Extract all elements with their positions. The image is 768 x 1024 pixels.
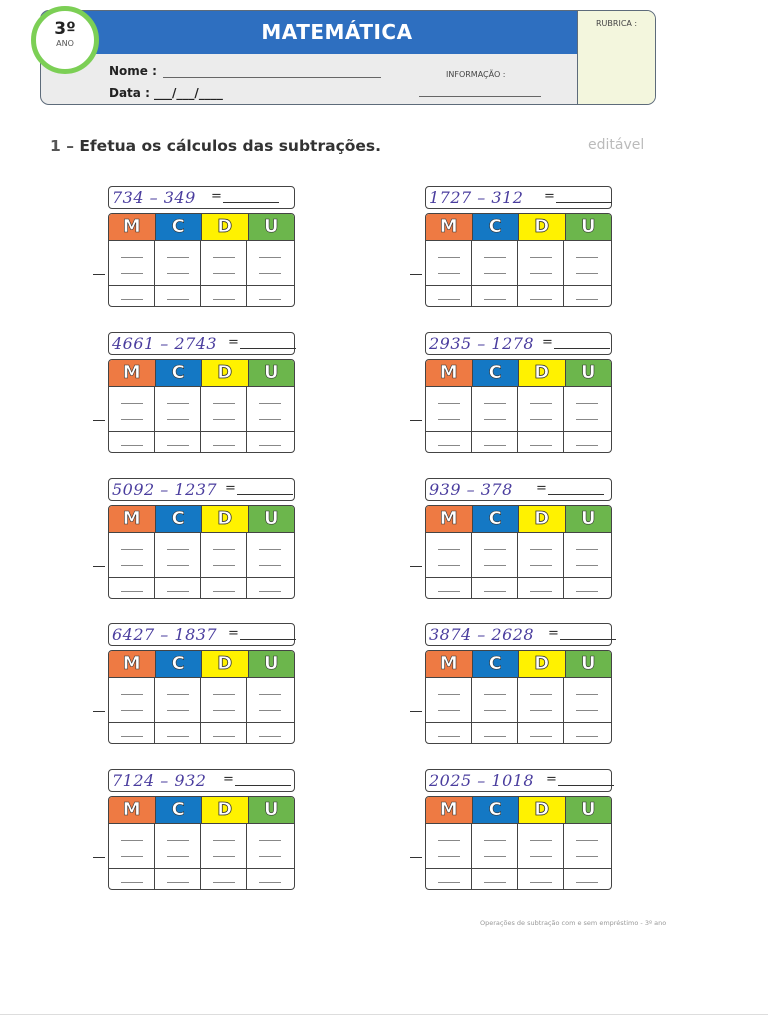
header-unidades: U — [566, 651, 612, 677]
digit-write-line[interactable] — [121, 565, 143, 566]
subtraction-exercise — [410, 332, 610, 457]
grid-column-divider — [563, 678, 564, 743]
place-value-grid — [108, 213, 295, 307]
expression-text: 2935 – 1278 — [429, 334, 535, 353]
grid-column-divider — [471, 241, 472, 306]
digit-write-line[interactable] — [484, 710, 506, 711]
digit-write-line[interactable] — [530, 299, 552, 300]
header-centenas: C — [156, 797, 203, 823]
digit-write-line[interactable] — [576, 591, 598, 592]
digit-write-line[interactable] — [121, 882, 143, 883]
subtraction-exercise — [410, 186, 610, 311]
header-milhares: M — [426, 214, 473, 240]
digit-write-line[interactable] — [438, 257, 460, 258]
place-value-grid — [425, 213, 612, 307]
place-value-grid — [108, 650, 295, 744]
place-value-grid — [108, 359, 295, 453]
answer-blank[interactable] — [548, 494, 604, 495]
answer-blank[interactable] — [237, 494, 293, 495]
header-centenas: C — [156, 214, 203, 240]
subtraction-exercise — [93, 186, 293, 311]
grid-column-divider — [471, 824, 472, 889]
result-divider — [109, 722, 294, 723]
header-centenas: C — [156, 651, 203, 677]
digit-write-line[interactable] — [259, 565, 281, 566]
digit-write-line[interactable] — [576, 273, 598, 274]
digit-write-line[interactable] — [438, 882, 460, 883]
grid-column-divider — [517, 533, 518, 598]
place-value-grid — [108, 505, 295, 599]
answer-blank[interactable] — [556, 202, 612, 203]
digit-write-line[interactable] — [259, 591, 281, 592]
header-dezenas: D — [519, 360, 566, 386]
digit-write-line[interactable] — [121, 549, 143, 550]
digit-write-line[interactable] — [438, 419, 460, 420]
digit-write-line[interactable] — [484, 549, 506, 550]
header-dezenas: D — [202, 506, 249, 532]
grid-header-row — [109, 506, 294, 533]
digit-write-line[interactable] — [213, 565, 235, 566]
digit-write-line[interactable] — [213, 840, 235, 841]
digit-write-line[interactable] — [576, 710, 598, 711]
header-unidades: U — [566, 214, 612, 240]
digit-write-line[interactable] — [484, 257, 506, 258]
digit-write-line[interactable] — [259, 549, 281, 550]
grid-header-row — [426, 360, 611, 387]
digit-write-line[interactable] — [484, 856, 506, 857]
digit-write-line[interactable] — [167, 257, 189, 258]
digit-write-line[interactable] — [121, 419, 143, 420]
digit-write-line[interactable] — [438, 591, 460, 592]
header-dezenas: D — [202, 360, 249, 386]
digit-write-line[interactable] — [484, 273, 506, 274]
header-unidades: U — [566, 797, 612, 823]
grid-column-divider — [154, 678, 155, 743]
grid-column-divider — [200, 824, 201, 889]
digit-write-line[interactable] — [167, 273, 189, 274]
grid-column-divider — [154, 241, 155, 306]
digit-write-line[interactable] — [121, 403, 143, 404]
equals-sign: = — [542, 335, 553, 350]
minus-sign — [93, 711, 105, 712]
digit-write-line[interactable] — [259, 257, 281, 258]
digit-write-line[interactable] — [438, 445, 460, 446]
digit-write-line[interactable] — [484, 736, 506, 737]
instruction-dash: – — [60, 137, 80, 155]
digit-write-line[interactable] — [213, 299, 235, 300]
minus-sign — [93, 857, 105, 858]
digit-write-line[interactable] — [259, 419, 281, 420]
grid-column-divider — [154, 533, 155, 598]
result-divider — [426, 285, 611, 286]
digit-write-line[interactable] — [576, 694, 598, 695]
grid-column-divider — [471, 533, 472, 598]
result-divider — [109, 285, 294, 286]
footer-caption: Operações de subtração com e sem empréstimo - 3º ano — [480, 919, 667, 927]
result-divider — [426, 868, 611, 869]
header-milhares: M — [426, 506, 473, 532]
digit-write-line[interactable] — [213, 445, 235, 446]
equals-sign: = — [544, 189, 555, 204]
result-divider — [109, 431, 294, 432]
expression-box[interactable] — [425, 186, 612, 209]
digit-write-line[interactable] — [259, 403, 281, 404]
digit-write-line[interactable] — [576, 419, 598, 420]
header-milhares: M — [109, 360, 156, 386]
nome-label: Nome : — [109, 64, 157, 78]
digit-write-line[interactable] — [167, 419, 189, 420]
digit-write-line[interactable] — [167, 591, 189, 592]
digit-write-line[interactable] — [438, 403, 460, 404]
minus-sign — [410, 857, 422, 858]
expression-text: 939 – 378 — [429, 480, 513, 499]
header-milhares: M — [109, 651, 156, 677]
digit-write-line[interactable] — [484, 565, 506, 566]
header-unidades: U — [566, 360, 612, 386]
equals-sign: = — [211, 189, 222, 204]
expression-box[interactable] — [425, 769, 612, 792]
subtraction-exercise — [410, 769, 610, 894]
grid-column-divider — [246, 387, 247, 452]
digit-write-line[interactable] — [213, 736, 235, 737]
minus-sign — [410, 420, 422, 421]
digit-write-line[interactable] — [167, 882, 189, 883]
digit-write-line[interactable] — [167, 403, 189, 404]
header-dezenas: D — [202, 651, 249, 677]
rubrica-label: RUBRICA : — [596, 19, 638, 28]
subtraction-exercise — [93, 478, 293, 603]
digit-write-line[interactable] — [576, 882, 598, 883]
grid-header-row — [426, 506, 611, 533]
equals-sign: = — [228, 335, 239, 350]
digit-write-line[interactable] — [530, 419, 552, 420]
digit-write-line[interactable] — [438, 694, 460, 695]
instruction-text: Efetua os cálculos das subtrações. — [79, 137, 382, 155]
digit-write-line[interactable] — [530, 694, 552, 695]
digit-write-line[interactable] — [259, 299, 281, 300]
digit-write-line[interactable] — [530, 445, 552, 446]
grid-column-divider — [563, 241, 564, 306]
digit-write-line[interactable] — [530, 710, 552, 711]
digit-write-line[interactable] — [121, 694, 143, 695]
grid-header-row — [426, 651, 611, 678]
expression-text: 734 – 349 — [112, 188, 196, 207]
digit-write-line[interactable] — [530, 856, 552, 857]
expression-text: 7124 – 932 — [112, 771, 207, 790]
header-dezenas: D — [519, 506, 566, 532]
expression-box[interactable] — [425, 332, 612, 355]
digit-write-line[interactable] — [167, 736, 189, 737]
digit-write-line[interactable] — [530, 549, 552, 550]
digit-write-line[interactable] — [530, 736, 552, 737]
digit-write-line[interactable] — [438, 856, 460, 857]
expression-text: 5092 – 1237 — [112, 480, 218, 499]
informacao-label: INFORMAÇÃO : — [446, 70, 506, 79]
digit-write-line[interactable] — [259, 840, 281, 841]
digit-write-line[interactable] — [121, 591, 143, 592]
equals-sign: = — [225, 481, 236, 496]
digit-write-line[interactable] — [576, 736, 598, 737]
result-divider — [109, 868, 294, 869]
digit-write-line[interactable] — [438, 273, 460, 274]
rubrica-box[interactable] — [577, 11, 656, 105]
digit-write-line[interactable] — [484, 591, 506, 592]
digit-write-line[interactable] — [167, 549, 189, 550]
equals-sign: = — [228, 626, 239, 641]
digit-write-line[interactable] — [259, 882, 281, 883]
digit-write-line[interactable] — [530, 591, 552, 592]
grade-number: 3º — [54, 19, 76, 39]
answer-blank[interactable] — [554, 348, 610, 349]
digit-write-line[interactable] — [213, 257, 235, 258]
digit-write-line[interactable] — [530, 273, 552, 274]
digit-write-line[interactable] — [259, 710, 281, 711]
digit-write-line[interactable] — [530, 403, 552, 404]
expression-text: 6427 – 1837 — [112, 625, 218, 644]
answer-blank[interactable] — [235, 785, 291, 786]
digit-write-line[interactable] — [576, 257, 598, 258]
digit-write-line[interactable] — [213, 694, 235, 695]
answer-blank[interactable] — [223, 202, 279, 203]
digit-write-line[interactable] — [576, 840, 598, 841]
digit-write-line[interactable] — [484, 419, 506, 420]
grid-column-divider — [563, 387, 564, 452]
grid-column-divider — [471, 678, 472, 743]
page-bottom-divider — [0, 1014, 768, 1015]
minus-sign — [93, 420, 105, 421]
digit-write-line[interactable] — [576, 565, 598, 566]
grid-column-divider — [200, 533, 201, 598]
digit-write-line[interactable] — [167, 856, 189, 857]
header-milhares: M — [426, 360, 473, 386]
digit-write-line[interactable] — [438, 299, 460, 300]
header-centenas: C — [473, 797, 520, 823]
digit-write-line[interactable] — [576, 549, 598, 550]
digit-write-line[interactable] — [576, 445, 598, 446]
expression-box[interactable] — [108, 769, 295, 792]
digit-write-line[interactable] — [576, 403, 598, 404]
grid-column-divider — [517, 241, 518, 306]
grid-header-row — [109, 214, 294, 241]
minus-sign — [93, 274, 105, 275]
grade-label: ANO — [56, 39, 74, 48]
nome-field-line[interactable] — [163, 77, 381, 78]
grid-column-divider — [563, 533, 564, 598]
digit-write-line[interactable] — [438, 565, 460, 566]
subtraction-exercise — [93, 769, 293, 894]
header-dezenas: D — [519, 797, 566, 823]
digit-write-line[interactable] — [576, 299, 598, 300]
digit-write-line[interactable] — [213, 273, 235, 274]
digit-write-line[interactable] — [484, 694, 506, 695]
grid-header-row — [109, 651, 294, 678]
digit-write-line[interactable] — [438, 710, 460, 711]
header-dezenas: D — [202, 214, 249, 240]
header-centenas: C — [156, 360, 203, 386]
digit-write-line[interactable] — [259, 736, 281, 737]
header-dezenas: D — [519, 214, 566, 240]
expression-box[interactable] — [108, 623, 295, 646]
grid-header-row — [426, 797, 611, 824]
digit-write-line[interactable] — [121, 299, 143, 300]
digit-write-line[interactable] — [167, 840, 189, 841]
digit-write-line[interactable] — [438, 840, 460, 841]
digit-write-line[interactable] — [259, 273, 281, 274]
header-dezenas: D — [519, 651, 566, 677]
grid-column-divider — [246, 678, 247, 743]
grade-badge — [31, 6, 99, 74]
digit-write-line[interactable] — [213, 419, 235, 420]
answer-blank[interactable] — [240, 639, 296, 640]
expression-box[interactable] — [425, 478, 612, 501]
digit-write-line[interactable] — [213, 591, 235, 592]
worksheet-header — [40, 10, 656, 105]
grid-column-divider — [200, 387, 201, 452]
digit-write-line[interactable] — [530, 565, 552, 566]
expression-box[interactable] — [108, 186, 295, 209]
digit-write-line[interactable] — [167, 445, 189, 446]
digit-write-line[interactable] — [121, 736, 143, 737]
equals-sign: = — [536, 481, 547, 496]
instruction-number: 1 — [50, 137, 61, 155]
digit-write-line[interactable] — [213, 710, 235, 711]
digit-write-line[interactable] — [259, 445, 281, 446]
digit-write-line[interactable] — [167, 710, 189, 711]
digit-write-line[interactable] — [167, 565, 189, 566]
digit-write-line[interactable] — [484, 299, 506, 300]
digit-write-line[interactable] — [213, 856, 235, 857]
answer-blank[interactable] — [560, 639, 616, 640]
header-unidades: U — [249, 360, 295, 386]
header-centenas: C — [156, 506, 203, 532]
grid-column-divider — [246, 533, 247, 598]
minus-sign — [410, 274, 422, 275]
header-centenas: C — [473, 360, 520, 386]
digit-write-line[interactable] — [121, 445, 143, 446]
equals-sign: = — [223, 772, 234, 787]
expression-text: 1727 – 312 — [429, 188, 524, 207]
digit-write-line[interactable] — [438, 549, 460, 550]
digit-write-line[interactable] — [576, 856, 598, 857]
header-milhares: M — [426, 797, 473, 823]
grid-header-row — [109, 360, 294, 387]
grid-column-divider — [246, 824, 247, 889]
grid-column-divider — [246, 241, 247, 306]
digit-write-line[interactable] — [530, 257, 552, 258]
result-divider — [426, 722, 611, 723]
digit-write-line[interactable] — [530, 840, 552, 841]
place-value-grid — [425, 650, 612, 744]
header-unidades: U — [566, 506, 612, 532]
header-dezenas: D — [202, 797, 249, 823]
digit-write-line[interactable] — [167, 694, 189, 695]
header-unidades: U — [249, 797, 295, 823]
answer-blank[interactable] — [240, 348, 296, 349]
grid-column-divider — [517, 387, 518, 452]
subtraction-exercise — [93, 332, 293, 457]
digit-write-line[interactable] — [213, 403, 235, 404]
grid-header-row — [109, 797, 294, 824]
digit-write-line[interactable] — [121, 710, 143, 711]
place-value-grid — [425, 359, 612, 453]
place-value-grid — [425, 796, 612, 890]
minus-sign — [93, 566, 105, 567]
expression-text: 3874 – 2628 — [429, 625, 535, 644]
grid-column-divider — [200, 678, 201, 743]
digit-write-line[interactable] — [484, 840, 506, 841]
header-title: MATEMÁTICA — [261, 20, 413, 44]
exercise-instruction — [50, 137, 381, 155]
header-unidades: U — [249, 214, 295, 240]
header-centenas: C — [473, 506, 520, 532]
equals-sign: = — [548, 626, 559, 641]
digit-write-line[interactable] — [484, 403, 506, 404]
digit-write-line[interactable] — [121, 840, 143, 841]
header-unidades: U — [249, 506, 295, 532]
header-unidades: U — [249, 651, 295, 677]
digit-write-line[interactable] — [438, 736, 460, 737]
digit-write-line[interactable] — [213, 549, 235, 550]
minus-sign — [410, 711, 422, 712]
expression-text: 4661 – 2743 — [112, 334, 218, 353]
grid-column-divider — [517, 678, 518, 743]
digit-write-line[interactable] — [167, 299, 189, 300]
informacao-field-line[interactable] — [419, 96, 541, 97]
editable-tag: editável — [588, 137, 645, 153]
answer-blank[interactable] — [558, 785, 614, 786]
grid-column-divider — [563, 824, 564, 889]
header-milhares: M — [109, 506, 156, 532]
header-milhares: M — [109, 797, 156, 823]
digit-write-line[interactable] — [121, 257, 143, 258]
digit-write-line[interactable] — [121, 273, 143, 274]
digit-write-line[interactable] — [484, 445, 506, 446]
place-value-grid — [108, 796, 295, 890]
digit-write-line[interactable] — [259, 694, 281, 695]
data-label: Data : ___/___/____ — [109, 86, 223, 100]
header-milhares: M — [109, 214, 156, 240]
result-divider — [109, 577, 294, 578]
expression-box[interactable] — [108, 332, 295, 355]
header-milhares: M — [426, 651, 473, 677]
expression-box[interactable] — [425, 623, 612, 646]
digit-write-line[interactable] — [213, 882, 235, 883]
subtraction-exercise — [93, 623, 293, 748]
subtraction-exercise — [410, 623, 610, 748]
grid-column-divider — [200, 241, 201, 306]
digit-write-line[interactable] — [484, 882, 506, 883]
digit-write-line[interactable] — [121, 856, 143, 857]
header-centenas: C — [473, 214, 520, 240]
minus-sign — [410, 566, 422, 567]
digit-write-line[interactable] — [259, 856, 281, 857]
result-divider — [426, 577, 611, 578]
result-divider — [426, 431, 611, 432]
place-value-grid — [425, 505, 612, 599]
header-centenas: C — [473, 651, 520, 677]
grid-column-divider — [517, 824, 518, 889]
grid-header-row — [426, 214, 611, 241]
grid-column-divider — [471, 387, 472, 452]
subtraction-exercise — [410, 478, 610, 603]
grid-column-divider — [154, 387, 155, 452]
expression-box[interactable] — [108, 478, 295, 501]
equals-sign: = — [546, 772, 557, 787]
digit-write-line[interactable] — [530, 882, 552, 883]
grid-column-divider — [154, 824, 155, 889]
expression-text: 2025 – 1018 — [429, 771, 535, 790]
